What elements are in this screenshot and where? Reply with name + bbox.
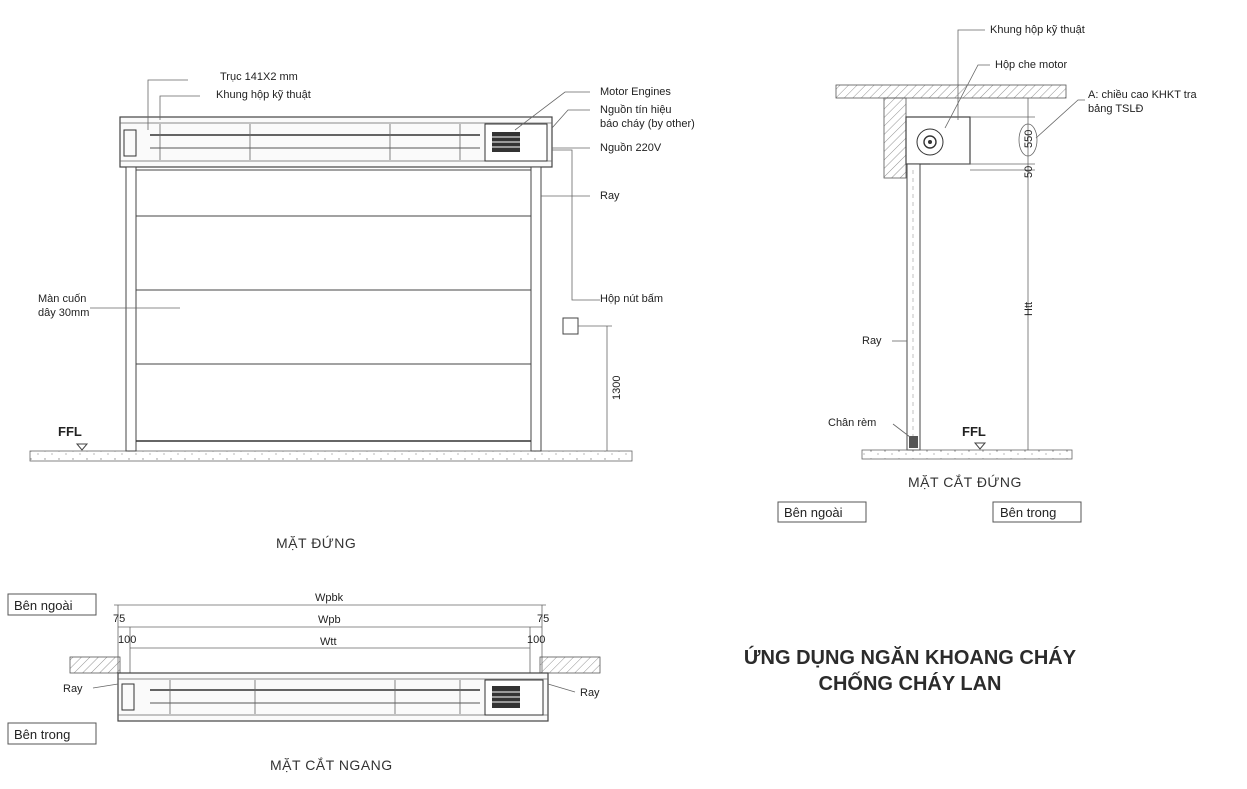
curtain-label-2: dây 30mm: [38, 307, 90, 319]
beam: [884, 98, 906, 178]
application-line-1: ỨNG DỤNG NGĂN KHOANG CHÁY: [743, 647, 1077, 669]
vertical-section-view: [778, 24, 1198, 522]
dim-wpb: Wpb: [318, 614, 341, 626]
curtain-label-1: Màn cuốn: [38, 293, 87, 305]
dim-1300: 1300: [611, 375, 623, 400]
view-title-horizontal-section: MẶT CẮT NGANG: [270, 757, 393, 773]
elevation-view: [30, 71, 695, 551]
motor-cover-label: Hộp che motor: [995, 59, 1068, 71]
wall-left: [70, 657, 120, 673]
button-box: [563, 318, 578, 334]
vs-rail-label: Ray: [862, 335, 882, 347]
vs-bottom-bar: [909, 436, 918, 448]
dim-75-right: 75: [537, 613, 550, 625]
dim-wtt: Wtt: [320, 636, 337, 648]
rail-left: [126, 167, 136, 451]
hs-box: [118, 673, 548, 721]
box-label-elev: Khung hộp kỹ thuật: [216, 89, 311, 101]
vs-ffl-label: FFL: [962, 424, 986, 439]
vs-inside-label: Bên trong: [1000, 505, 1057, 520]
vs-box-label: Khung hộp kỹ thuật: [990, 24, 1085, 36]
horizontal-section-view: [8, 592, 600, 773]
motor-label: Motor Engines: [600, 86, 671, 98]
vs-technical-box: [906, 117, 970, 164]
ceiling-slab: [836, 85, 1066, 98]
application-line-2: CHỐNG CHÁY LAN: [818, 673, 1002, 695]
power-label: Nguồn 220V: [600, 142, 662, 154]
dim-100-right: 100: [527, 634, 546, 646]
rail-label-elev: Ray: [600, 190, 620, 202]
ffl-label: FFL: [58, 424, 82, 439]
shaft-label: Trục 141X2 mm: [220, 71, 298, 83]
hs-outside-label: Bên ngoài: [14, 598, 73, 613]
vs-rail: [907, 164, 920, 450]
dim-100-left: 100: [118, 634, 137, 646]
dim-75-left: 75: [113, 613, 126, 625]
hs-rail-right-label: Ray: [580, 687, 600, 699]
wall-right: [540, 657, 600, 673]
button-box-label: Hộp nút bấm: [600, 293, 663, 305]
rail-right: [531, 167, 541, 451]
dim-550: 550: [1023, 129, 1035, 148]
view-title-vertical-section: MẶT CẮT ĐỨNG: [908, 474, 1022, 490]
dim-htt: Htt: [1023, 301, 1035, 316]
view-title-elevation: MẶT ĐỨNG: [276, 535, 357, 551]
vs-floor: [862, 450, 1072, 459]
a-note-1: A: chiều cao KHKT tra: [1088, 89, 1197, 101]
curtain: [136, 170, 531, 441]
hs-rail-left-label: Ray: [63, 683, 83, 695]
application-caption: [700, 645, 1120, 697]
a-note-2: bảng TSLĐ: [1088, 103, 1144, 115]
dim-50: 50: [1023, 165, 1035, 178]
hs-inside-label: Bên trong: [14, 727, 71, 742]
vs-outside-label: Bên ngoài: [784, 505, 843, 520]
signal-label-2: báo cháy (by other): [600, 118, 695, 130]
ffl-marker: [77, 444, 87, 450]
dim-wpbk: Wpbk: [315, 592, 344, 604]
signal-label-1: Nguồn tín hiệu: [600, 104, 672, 116]
floor-slab: [30, 451, 632, 461]
vs-bottom-bar-label: Chân rèm: [828, 417, 877, 429]
